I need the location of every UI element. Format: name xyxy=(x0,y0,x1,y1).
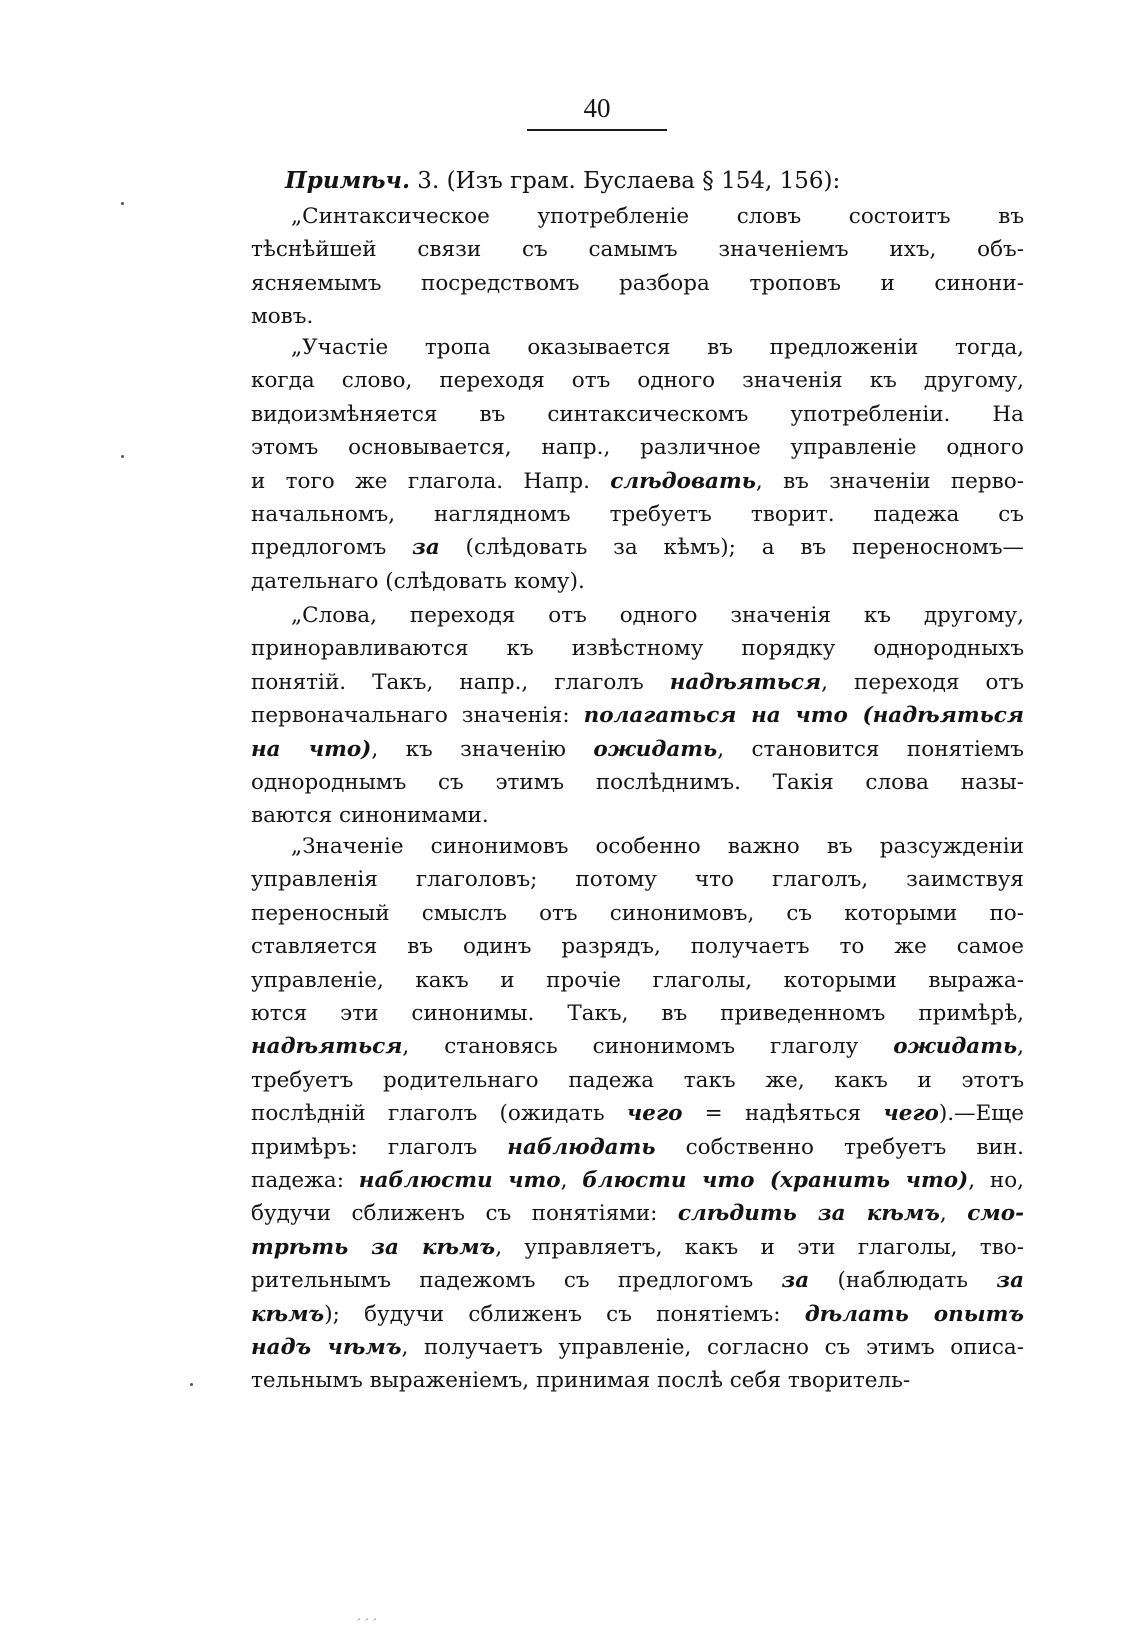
text-run: , управляетъ, какъ и эти глаголы, тво- xyxy=(495,1235,1024,1260)
text-run: предлогомъ xyxy=(251,535,413,560)
text-run: ясняемымъ посредствомъ разбора троповъ и синони- xyxy=(251,271,1024,296)
emphasized-word: надѣяться xyxy=(669,670,822,695)
text-run: тельнымъ выраженіемъ, принимая послѣ себя творитель- xyxy=(251,1368,911,1393)
text-run: „Значеніе синонимовъ особенно важно въ разсужденіи xyxy=(291,834,1024,859)
text-run: и того же глагола. Напр. xyxy=(251,469,611,494)
text-line xyxy=(251,1331,1024,1364)
text-line xyxy=(251,1030,1024,1063)
text-line xyxy=(251,863,1024,896)
emphasized-word: слѣдовать xyxy=(610,469,756,494)
text-run: этомъ основывается, напр., различное управленіе одного xyxy=(251,435,1024,460)
text-run: ваются синонимами. xyxy=(251,803,489,828)
text-line xyxy=(251,1264,1024,1297)
note-heading xyxy=(285,164,840,198)
text-run: , xyxy=(1017,1034,1024,1059)
text-run: ); будучи сближенъ съ понятіемъ: xyxy=(324,1302,805,1327)
text-line xyxy=(251,233,1024,266)
emphasized-word: трѣть за кѣмъ xyxy=(251,1235,496,1260)
text-line xyxy=(291,830,1024,863)
text-line xyxy=(291,331,1024,364)
emphasized-word: за xyxy=(996,1268,1024,1293)
text-line xyxy=(251,733,1024,766)
text-line xyxy=(251,498,1024,531)
text-line xyxy=(251,398,1024,431)
text-run: когда слово, переходя отъ одного значенія къ другому, xyxy=(251,368,1024,393)
text-run: тѣснѣйшей связи съ самымъ значеніемъ ихъ, объ- xyxy=(251,237,1024,262)
emphasized-word: наблюдать xyxy=(507,1135,656,1160)
text-run: примѣръ: глаголъ xyxy=(251,1135,508,1160)
emphasized-word: полагаться на что (надѣяться xyxy=(583,703,1024,728)
scan-speck xyxy=(121,455,124,458)
text-run: переносный смыслъ отъ синонимовъ, съ которыми по- xyxy=(251,901,1024,926)
text-run: , xyxy=(560,1168,583,1193)
text-line xyxy=(251,930,1024,963)
text-run: мовъ. xyxy=(251,304,314,329)
text-line xyxy=(251,531,1024,564)
text-run: управленіе, какъ и прочіе глаголы, которыми выража- xyxy=(251,968,1024,993)
text-line xyxy=(251,267,1024,300)
text-line xyxy=(251,997,1024,1030)
text-run: падежа: xyxy=(251,1168,359,1193)
text-run: , становясь синонимомъ глаголу xyxy=(402,1034,894,1059)
text-run: , получаетъ управленіе, согласно съ этимъ описа- xyxy=(401,1335,1024,1360)
text-line xyxy=(251,1097,1024,1130)
emphasized-word: надѣяться xyxy=(251,1034,403,1059)
text-line xyxy=(251,666,1024,699)
text-line xyxy=(251,964,1024,997)
text-run: , переходя отъ xyxy=(821,670,1024,695)
emphasized-word: смо- xyxy=(967,1201,1024,1226)
emphasized-word: за xyxy=(412,535,440,560)
emphasized-word: ожидать xyxy=(593,737,718,762)
emphasized-word: слѣдить за кѣмъ xyxy=(677,1201,940,1226)
text-line xyxy=(251,465,1024,498)
page-number-rule xyxy=(527,129,667,131)
text-line xyxy=(291,599,1024,632)
text-run: начальномъ, наглядномъ требуетъ творит. падежа съ xyxy=(251,502,1024,527)
text-run: однороднымъ съ этимъ послѣднимъ. Такія слова назы- xyxy=(251,770,1024,795)
emphasized-word: надъ чѣмъ xyxy=(251,1335,402,1360)
text-run: послѣдній глаголъ (ожидать xyxy=(251,1101,627,1126)
text-line xyxy=(251,1131,1024,1164)
emphasized-word: чего xyxy=(883,1101,939,1126)
emphasized-word: дѣлать опытъ xyxy=(804,1302,1024,1327)
text-run: рительнымъ падежомъ съ предлогомъ xyxy=(251,1268,782,1293)
text-run: (наблюдать xyxy=(809,1268,997,1293)
text-line xyxy=(251,1064,1024,1097)
text-line xyxy=(251,1197,1024,1230)
scan-speck xyxy=(190,1383,193,1386)
emphasized-word: блюсти что (хранить что) xyxy=(582,1168,969,1193)
emphasized-word: на что) xyxy=(251,737,372,762)
text-line xyxy=(251,1164,1024,1197)
emphasized-word: за xyxy=(781,1268,810,1293)
text-run: , въ значеніи перво- xyxy=(755,469,1024,494)
text-run: требуетъ родительнаго падежа такъ же, какъ и этотъ xyxy=(251,1068,1024,1093)
text-run: , становится понятіемъ xyxy=(717,737,1024,762)
scan-marks: ... xyxy=(356,1612,381,1623)
emphasized-word: ожидать xyxy=(893,1034,1018,1059)
text-run: ставляется въ одинъ разрядъ, получаетъ то же самое xyxy=(251,934,1024,959)
text-run: ются эти синонимы. Такъ, въ приведенномъ примѣрѣ, xyxy=(251,1001,1024,1026)
note-reference: 3. (Изъ грам. Буслаева § 154, 156): xyxy=(410,168,841,194)
text-run: понятій. Такъ, напр., глаголъ xyxy=(251,670,670,695)
text-line xyxy=(251,300,1024,333)
text-run: , къ значенію xyxy=(371,737,594,762)
emphasized-word: наблюсти что xyxy=(358,1168,561,1193)
text-run: = надѣяться xyxy=(682,1101,884,1126)
text-line xyxy=(251,565,1024,598)
scan-speck xyxy=(121,202,124,205)
text-run: , но, xyxy=(968,1168,1024,1193)
text-run: (слѣдовать за кѣмъ); а въ переносномъ— xyxy=(439,535,1024,560)
note-label: Примѣч. xyxy=(285,167,410,194)
text-run: будучи сближенъ съ понятіями: xyxy=(251,1201,678,1226)
text-line xyxy=(251,897,1024,930)
text-run: первоначальнаго значенія: xyxy=(251,703,584,728)
text-run: ).—Еще xyxy=(938,1101,1024,1126)
text-line xyxy=(251,766,1024,799)
text-run: „Синтаксическое употребленіе словъ состоитъ въ xyxy=(291,204,1024,229)
emphasized-word: чего xyxy=(626,1101,683,1126)
text-run: собственно требуетъ вин. xyxy=(655,1135,1024,1160)
text-run: видоизмѣняется въ синтаксическомъ употребленіи. На xyxy=(251,402,1024,427)
text-line xyxy=(251,699,1024,732)
emphasized-word: кѣмъ xyxy=(251,1302,325,1327)
text-run: „Участіе тропа оказывается въ предложеніи тогда, xyxy=(291,335,1024,360)
text-run: , xyxy=(939,1201,968,1226)
text-line xyxy=(251,1231,1024,1264)
text-line xyxy=(251,1364,1024,1397)
text-line xyxy=(291,200,1024,233)
text-line xyxy=(251,364,1024,397)
text-line xyxy=(251,632,1024,665)
text-run: управленія глаголовъ; потому что глаголъ, заимствуя xyxy=(251,867,1024,892)
text-run: приноравливаются къ извѣстному порядку однородныхъ xyxy=(251,636,1024,661)
text-line xyxy=(251,1298,1024,1331)
text-line xyxy=(251,799,1024,832)
text-run: дательнаго (слѣдовать кому). xyxy=(251,569,585,594)
text-run: „Слова, переходя отъ одного значенія къ другому, xyxy=(291,603,1024,628)
page-number: 40 xyxy=(583,93,611,123)
text-line xyxy=(251,431,1024,464)
